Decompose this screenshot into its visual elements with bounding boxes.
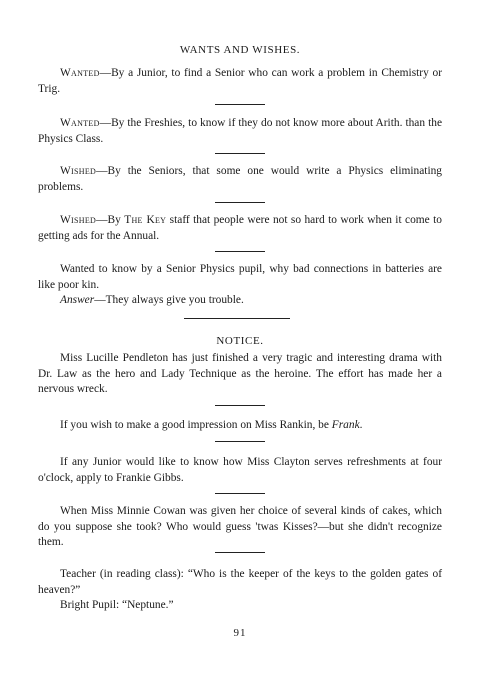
item-text: If any Junior would like to know how Miss Clayton serves refreshments at four o'clock, apply to Frankie Gibbs.	[38, 456, 442, 484]
document-page	[38, 0, 442, 700]
answer-text: —They always give you trouble.	[94, 294, 244, 307]
item-text-tail: staff that people were not so hard to work when it come to getting ads for the Annual.	[38, 214, 442, 242]
page-number: 91	[233, 627, 247, 639]
item-lead: Wanted	[60, 117, 100, 129]
item-text: Wanted to know by a Senior Physics pupil, why bad connections in batteries are like poor kin.	[38, 263, 442, 291]
wished-item-2	[38, 213, 442, 244]
item-text: When Miss Minnie Cowan was given her choice of several kinds of cakes, which do you suppose she took? Who would guess 'twas Kisses?—but she didn't recognize them.	[38, 505, 442, 549]
wanted-item-2	[38, 116, 442, 147]
notice-item-1	[38, 351, 442, 398]
item-text: Miss Lucille Pendleton has just finished a very tragic and interesting drama with Dr. Law as the hero and Lady Technique as the heroine. The effort has made her a nervous wreck.	[38, 352, 442, 396]
section-title-wants-and-wishes: WANTS AND WISHES.	[179, 44, 301, 56]
divider-rule	[215, 493, 265, 494]
notice-item-2	[38, 418, 442, 434]
notice-item-5	[38, 567, 442, 614]
publication-name: The Key	[124, 214, 167, 226]
divider-rule	[215, 202, 265, 203]
item-text: —By a Junior, to find a Senior who can work a problem in Chemistry or Trig.	[38, 67, 442, 95]
divider-rule	[215, 552, 265, 553]
item-lead: Wished	[60, 214, 97, 226]
section-title-notice: NOTICE.	[216, 335, 264, 347]
divider-rule	[215, 104, 265, 105]
divider-rule	[215, 153, 265, 154]
divider-rule	[215, 441, 265, 442]
notice-item-4	[38, 504, 442, 551]
item-text: —By the Seniors, that some one would write a Physics eliminating problems.	[38, 165, 442, 193]
divider-rule	[215, 251, 265, 252]
wanted-item-1	[38, 66, 442, 97]
dialogue-line-teacher: Teacher (in reading class): “Who is the keeper of the keys to the golden gates of heaven?”	[38, 568, 442, 596]
wished-item-1	[38, 164, 442, 195]
item-text: If you wish to make a good impression on Miss Rankin, be	[60, 419, 332, 431]
answer-label: Answer	[60, 294, 95, 307]
dialogue-line-pupil: Bright Pupil: “Neptune.”	[60, 599, 174, 612]
section-divider-rule	[184, 318, 290, 319]
emphasis-word: Frank	[331, 419, 360, 431]
item-text: —By	[96, 214, 125, 226]
item-text: —By the Freshies, to know if they do not know more about Arith. than the Physics Class.	[38, 117, 442, 145]
item-lead: Wanted	[60, 67, 100, 79]
wanted-to-know-item	[38, 262, 442, 309]
item-lead: Wished	[60, 165, 97, 177]
divider-rule	[215, 405, 265, 406]
notice-item-3	[38, 455, 442, 486]
item-text-tail: .	[359, 419, 363, 431]
